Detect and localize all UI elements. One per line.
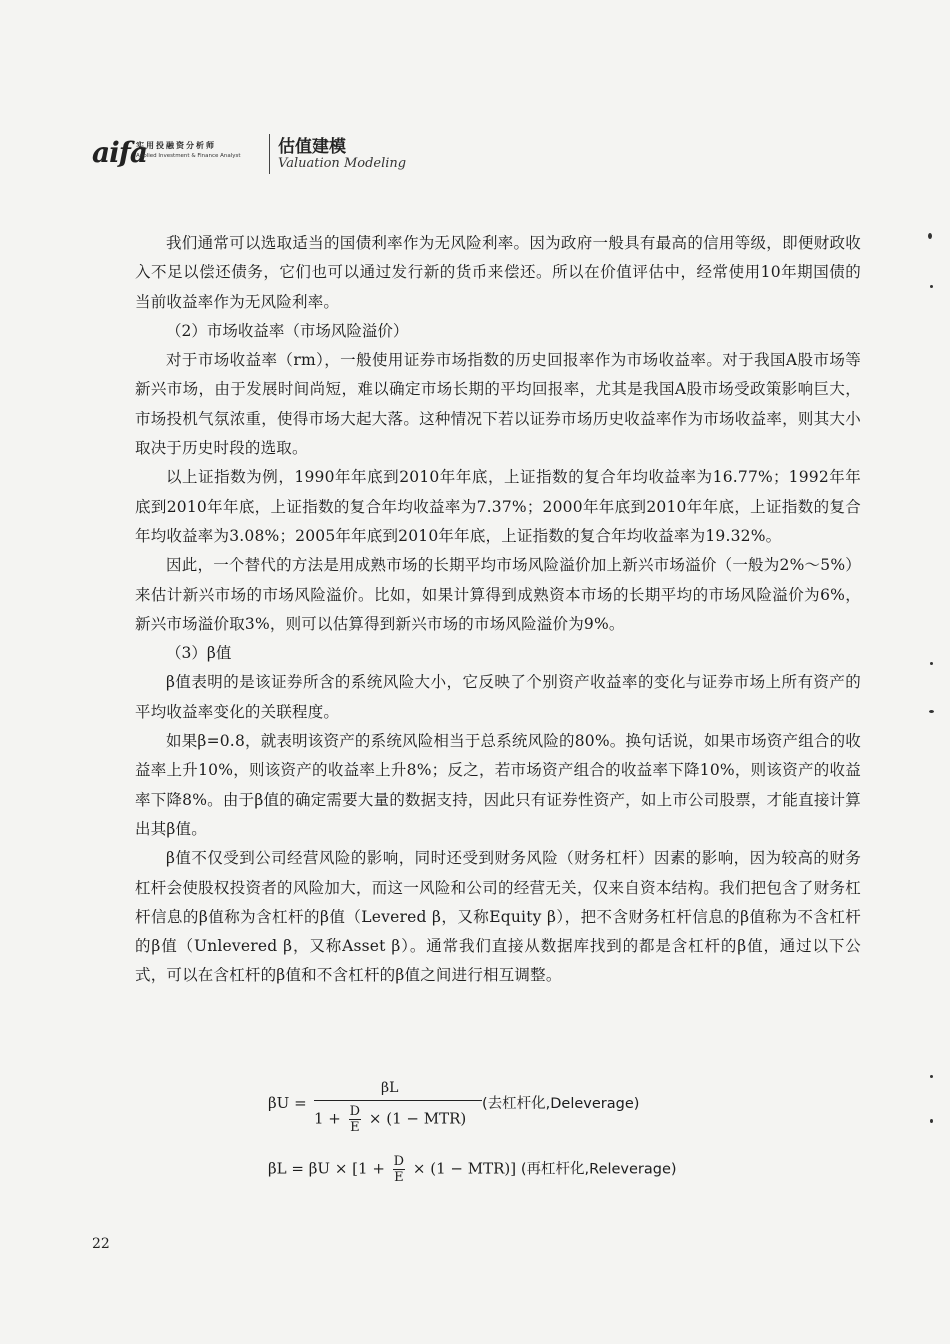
paragraph-market-return: 对于市场收益率（rm），一般使用证券市场指数的历史回报率作为市场收益率。对于我国A股市场等新兴市场，由于发展时间尚短，难以确定市场长期的平均回报率，尤其是我国A股市场受政策影响巨大，市场投机气氛浓重，使得市场大起大落。这种情况下若以证券市场历史收益率作为市场收益率，则其大小取决于历史时段的选取。 [135,351,861,458]
heading-market-return: （2）市场收益率（市场风险溢价） [166,321,409,340]
body-text [135,229,861,991]
scan-speck [930,1075,933,1078]
formula1-note: (去杠杆化,Deleverage) [482,1096,640,1112]
formula1-d-over-e: $\frac{D}{E}$ [349,1104,361,1135]
paragraph-beta-definition: β值表明的是该证券所含的系统风险大小，它反映了个别资产收益率的变化与证券市场上所有资产的平均收益率变化的关联程度。 [135,673,861,721]
aifa-logo: aifa [92,136,147,169]
formula2-lhs: βL = βU × [1 + [268,1159,385,1178]
paragraph-risk-free: 我们通常可以选取适当的国债利率作为无风险利率。因为政府一般具有最高的信用等级，即便财政收入不足以偿还债务，它们也可以通过发行新的货币来偿还。所以在价值评估中，经常使用10年期国债的当前收益率作为无风险利率。 [135,234,861,311]
formula2-suffix: × (1 − MTR)] [412,1159,517,1178]
releverage-formula [268,1154,828,1204]
formula1-numerator: βL [381,1080,399,1096]
page-number: 22 [92,1236,110,1252]
formula1-fraction-bar [314,1100,482,1101]
scan-speck [930,1119,933,1123]
heading-beta: （3）β值 [166,644,232,663]
deleverage-formula [268,1080,828,1146]
formula1-lhs: βU = [268,1094,307,1112]
paragraph-levered-beta: β值不仅受到公司经营风险的影响，同时还受到财务风险（财务杠杆）因素的影响，因为较高的财务杠杆会使股权投资者的风险加大，而这一风险和公司的经营无关，仅来自资本结构。我们把包含了财务杠杆信息的β值称为含杠杆的β值（Levered β，又称Equity β），把不含财务杠杆信息的β值称为不含杠杆的β值（Unlevered β，又称Asset β）。通常我们直接从数据库找到的都是含杠杆的β值，通过以下公式，可以在含杠杆的β值和不含杠杆的β值之间进行相互调整。 [135,849,861,985]
scan-speck [928,233,932,239]
book-subtitle: Valuation Modeling [278,156,407,171]
formula2-d-over-e: $\frac{D}{E}$ [393,1154,405,1185]
formula1-denominator: 1 + $\frac{D}{E}$ × (1 − MTR) [314,1104,467,1135]
logo-english-text: Applied Investment & Finance Analyst [136,153,241,159]
beta-formulas [268,1080,828,1204]
scan-speck [930,662,933,665]
paragraph-alternative-method: 因此，一个替代的方法是用成熟市场的长期平均市场风险溢价加上新兴市场溢价（一般为2%～5%）来估计新兴市场的市场风险溢价。比如，如果计算得到成熟资本市场的长期平均的市场风险溢价为6%，新兴市场溢价取3%，则可以估算得到新兴市场的市场风险溢价为9%。 [135,556,861,633]
book-title: 估值建模 [278,137,346,157]
paragraph-shanghai-index: 以上证指数为例，1990年年底到2010年年底，上证指数的复合年均收益率为16.77%；1992年年底到2010年年底，上证指数的复合年均收益率为7.37%；2000年年底到2010年年底，上证指数的复合年均收益率为3.08%；2005年年底到2010年年底，上证指数的复合年均收益率为19.32%。 [135,468,861,545]
page-header [92,128,512,176]
formula2-note: (再杠杆化,Releverage) [520,1161,677,1178]
paragraph-beta-example: 如果β=0.8，就表明该资产的系统风险相当于总系统风险的80%。换句话说，如果市场资产组合的收益率上升10%，则该资产的收益率上升8%；反之，若市场资产组合的收益率下降10%，则该资产的收益率下降8%。由于β值的确定需要大量的数据支持，因此只有证券性资产，如上市公司股票，才能直接计算出其β值。 [135,732,861,838]
scan-speck [930,285,933,288]
logo-chinese-text: 实用投融资分析师 [136,140,216,150]
scan-speck [929,710,934,713]
header-divider [269,134,270,174]
